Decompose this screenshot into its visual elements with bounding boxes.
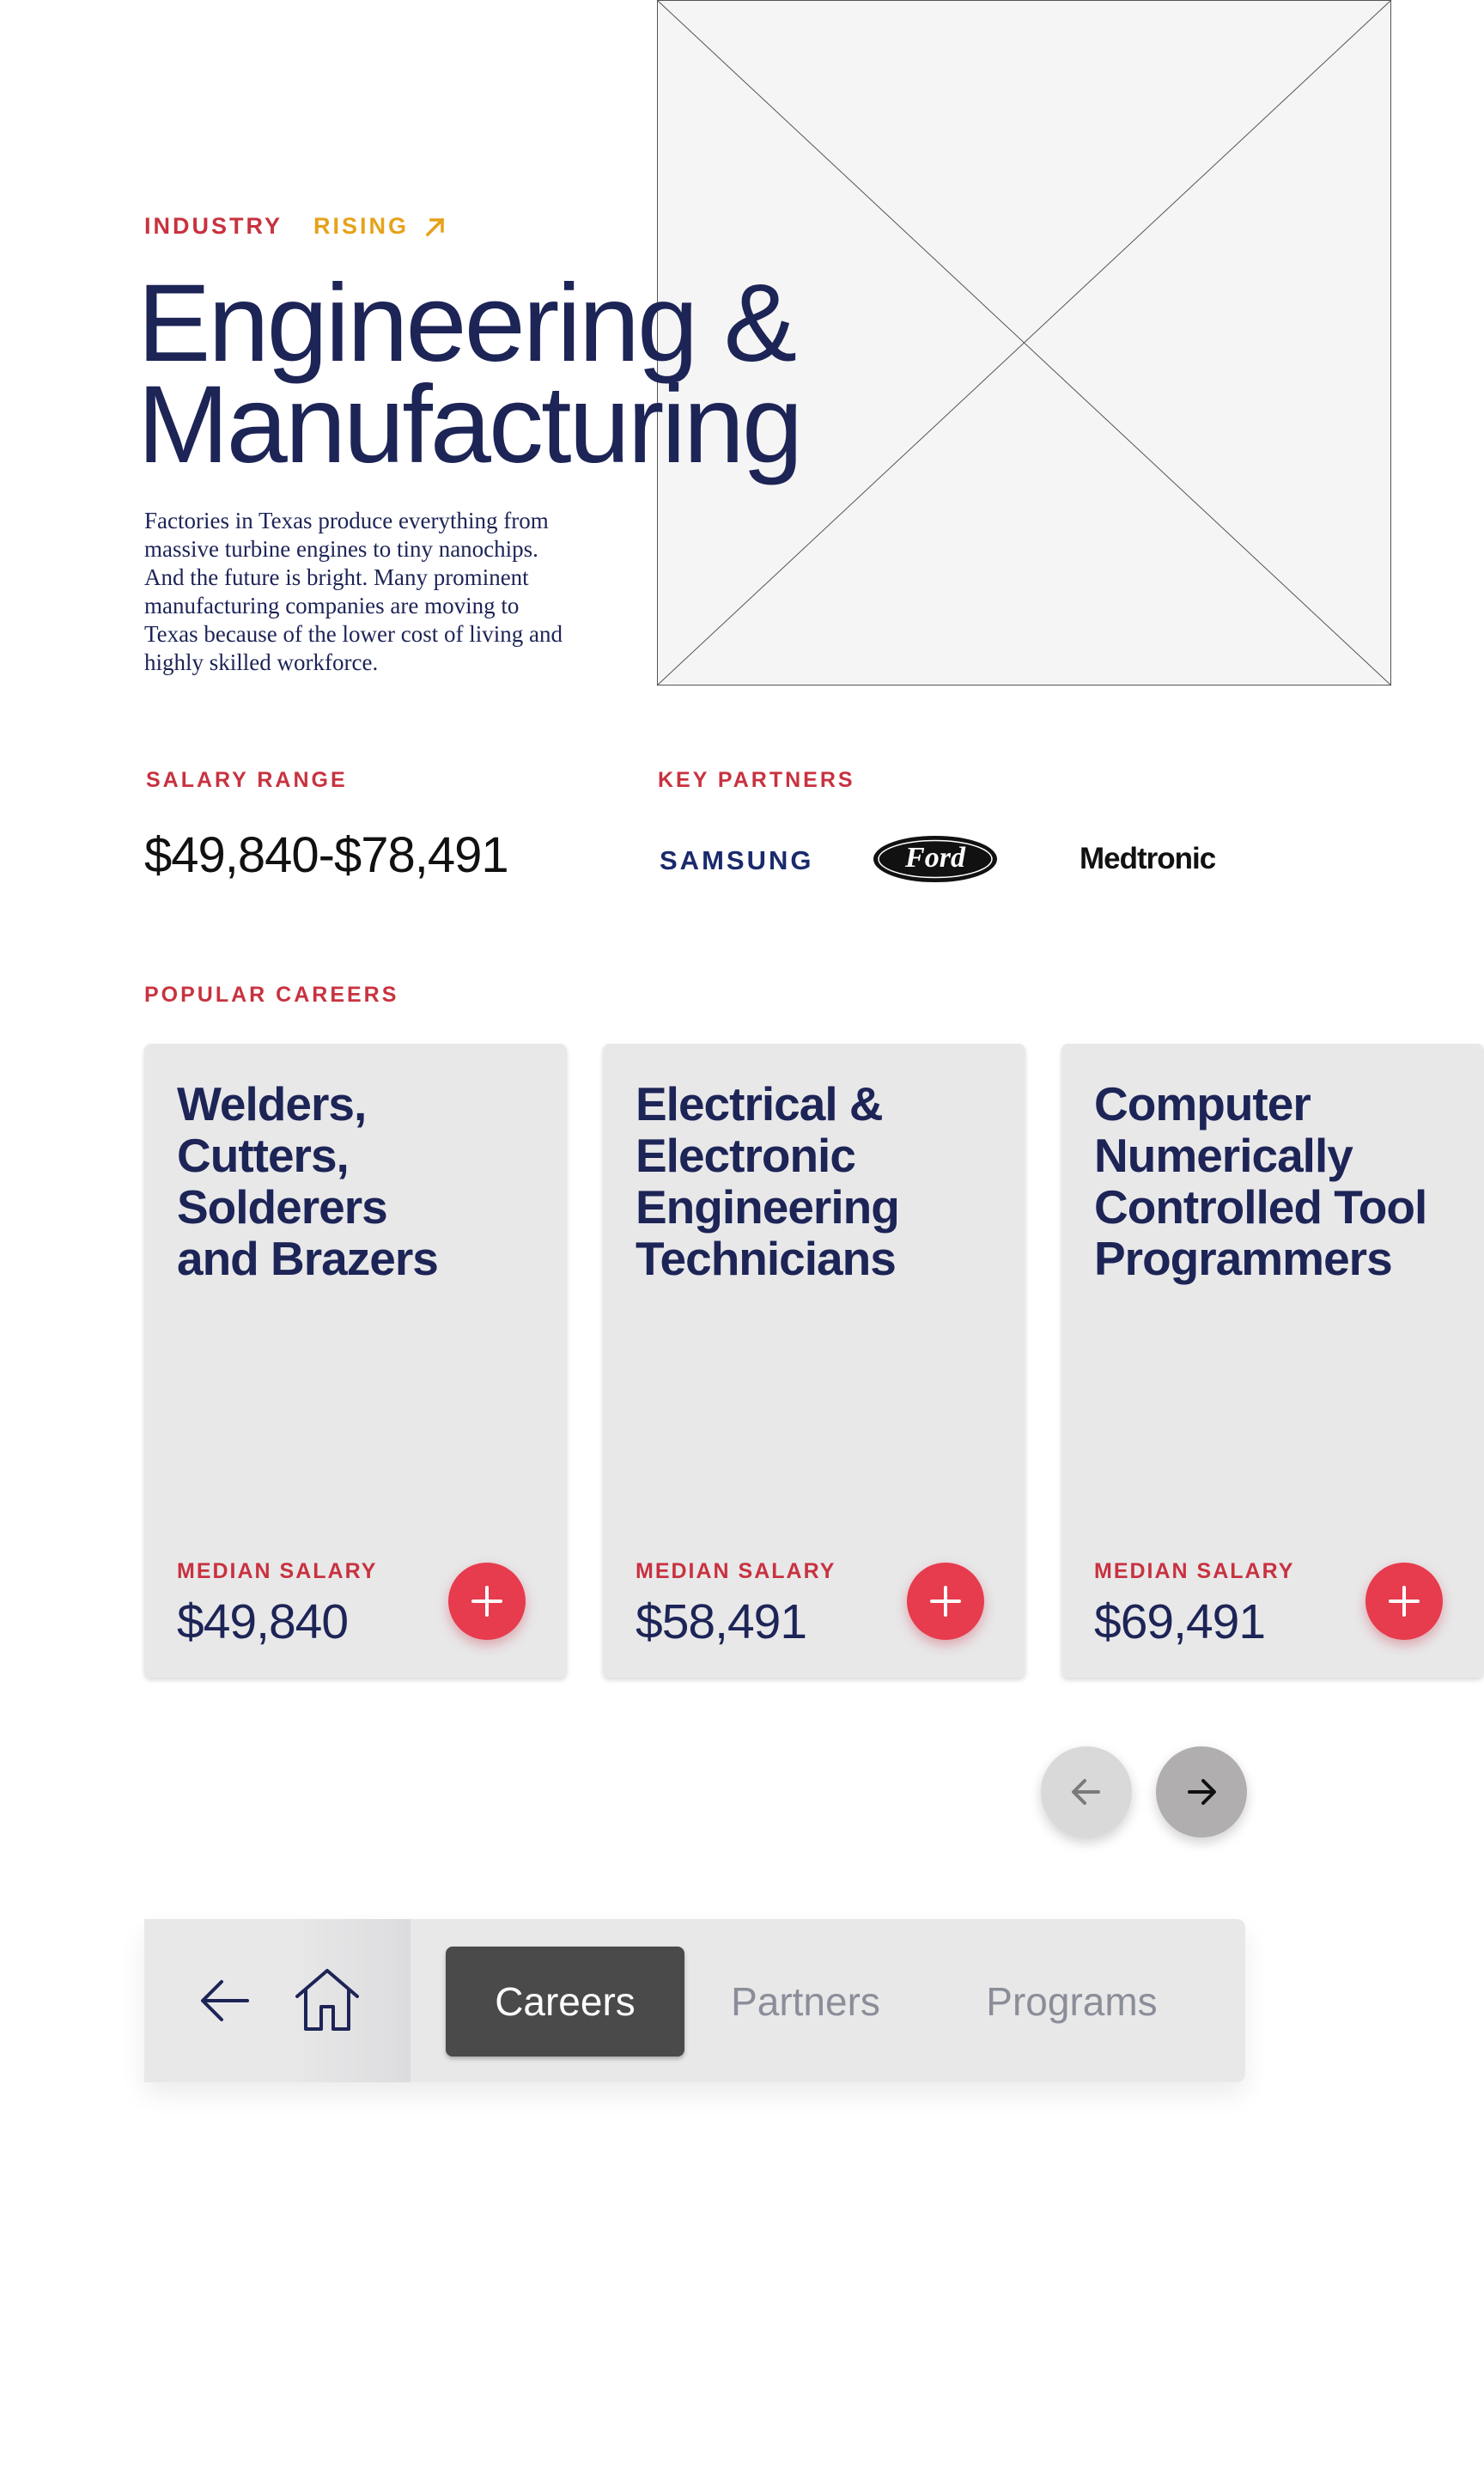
career-card-title-line: Electronic (636, 1129, 855, 1182)
carousel-prev-button[interactable] (1041, 1746, 1132, 1837)
career-card-title-line: Controlled Tool (1094, 1180, 1427, 1234)
career-card-electrical-technicians[interactable] (603, 1044, 1025, 1678)
page-title-line-2: Manufacturing (137, 363, 801, 486)
arrow-up-right-icon (424, 216, 447, 238)
median-salary-value: $69,491 (1094, 1594, 1266, 1649)
arrow-right-icon (1183, 1773, 1220, 1811)
plus-icon (928, 1584, 963, 1618)
intro-text: Factories in Texas produce everything from massive turbine engines to tiny nanochips. And the future is bright. Many prominent manufacturing companies are moving to Texas because of the lower cost of living and highly skilled workforce. (144, 508, 563, 675)
salary-range-label: SALARY RANGE (146, 768, 348, 792)
career-card-title (636, 1078, 1013, 1284)
eyebrow (144, 213, 447, 240)
carousel-next-button[interactable] (1156, 1746, 1247, 1837)
career-card-title (1094, 1078, 1472, 1284)
career-card-title-line: Solderers (177, 1180, 387, 1234)
tab-partners[interactable]: Partners (711, 1947, 900, 2057)
tab-careers[interactable]: Careers (446, 1947, 684, 2057)
eyebrow-industry: INDUSTRY (144, 213, 283, 239)
career-card-title-line: Welders, (177, 1077, 367, 1130)
median-salary-label: MEDIAN SALARY (177, 1559, 378, 1583)
career-card-title (177, 1078, 555, 1284)
median-salary-label: MEDIAN SALARY (636, 1559, 836, 1583)
arrow-left-icon (192, 1966, 261, 2035)
career-card-title-line: Technicians (636, 1232, 896, 1285)
nav-controls (144, 1919, 411, 2082)
samsung-logo: SAMSUNG (660, 845, 814, 875)
home-icon (290, 1962, 364, 2036)
median-salary-value: $58,491 (636, 1594, 807, 1649)
career-card-title-line: and Brazers (177, 1232, 438, 1285)
add-career-button[interactable] (907, 1563, 984, 1640)
bottom-nav (144, 1919, 1245, 2082)
eyebrow-rising (313, 213, 447, 240)
salary-range-value: $49,840-$78,491 (144, 827, 508, 883)
page-title-line-1: Engineering & (137, 262, 795, 385)
plus-icon (1387, 1584, 1421, 1618)
key-partners-label: KEY PARTNERS (658, 768, 855, 792)
median-salary-label: MEDIAN SALARY (1094, 1559, 1295, 1583)
add-career-button[interactable] (448, 1563, 526, 1640)
home-button[interactable] (290, 1962, 364, 2036)
career-card-title-line: Electrical & (636, 1077, 883, 1130)
ford-logo-text: Ford (905, 842, 965, 874)
career-card-title-line: Numerically (1094, 1129, 1353, 1182)
plus-icon (470, 1584, 504, 1618)
arrow-left-icon (1067, 1773, 1105, 1811)
career-card-title-line: Engineering (636, 1180, 899, 1234)
career-card-title-line: Computer (1094, 1077, 1311, 1130)
career-card-title-line: Cutters, (177, 1129, 349, 1182)
back-button[interactable] (192, 1966, 261, 2035)
medtronic-logo: Medtronic (1080, 842, 1216, 875)
median-salary-value: $49,840 (177, 1594, 349, 1649)
eyebrow-rising-label: RISING (313, 213, 410, 239)
popular-careers-label: POPULAR CAREERS (144, 983, 399, 1007)
add-career-button[interactable] (1365, 1563, 1443, 1640)
career-card-welders[interactable] (144, 1044, 567, 1678)
page-title (137, 262, 996, 486)
ford-logo (873, 835, 998, 883)
career-card-cnc-programmers[interactable] (1061, 1044, 1484, 1678)
tab-programs[interactable]: Programs (969, 1947, 1175, 2057)
career-card-title-line: Programmers (1094, 1232, 1392, 1285)
